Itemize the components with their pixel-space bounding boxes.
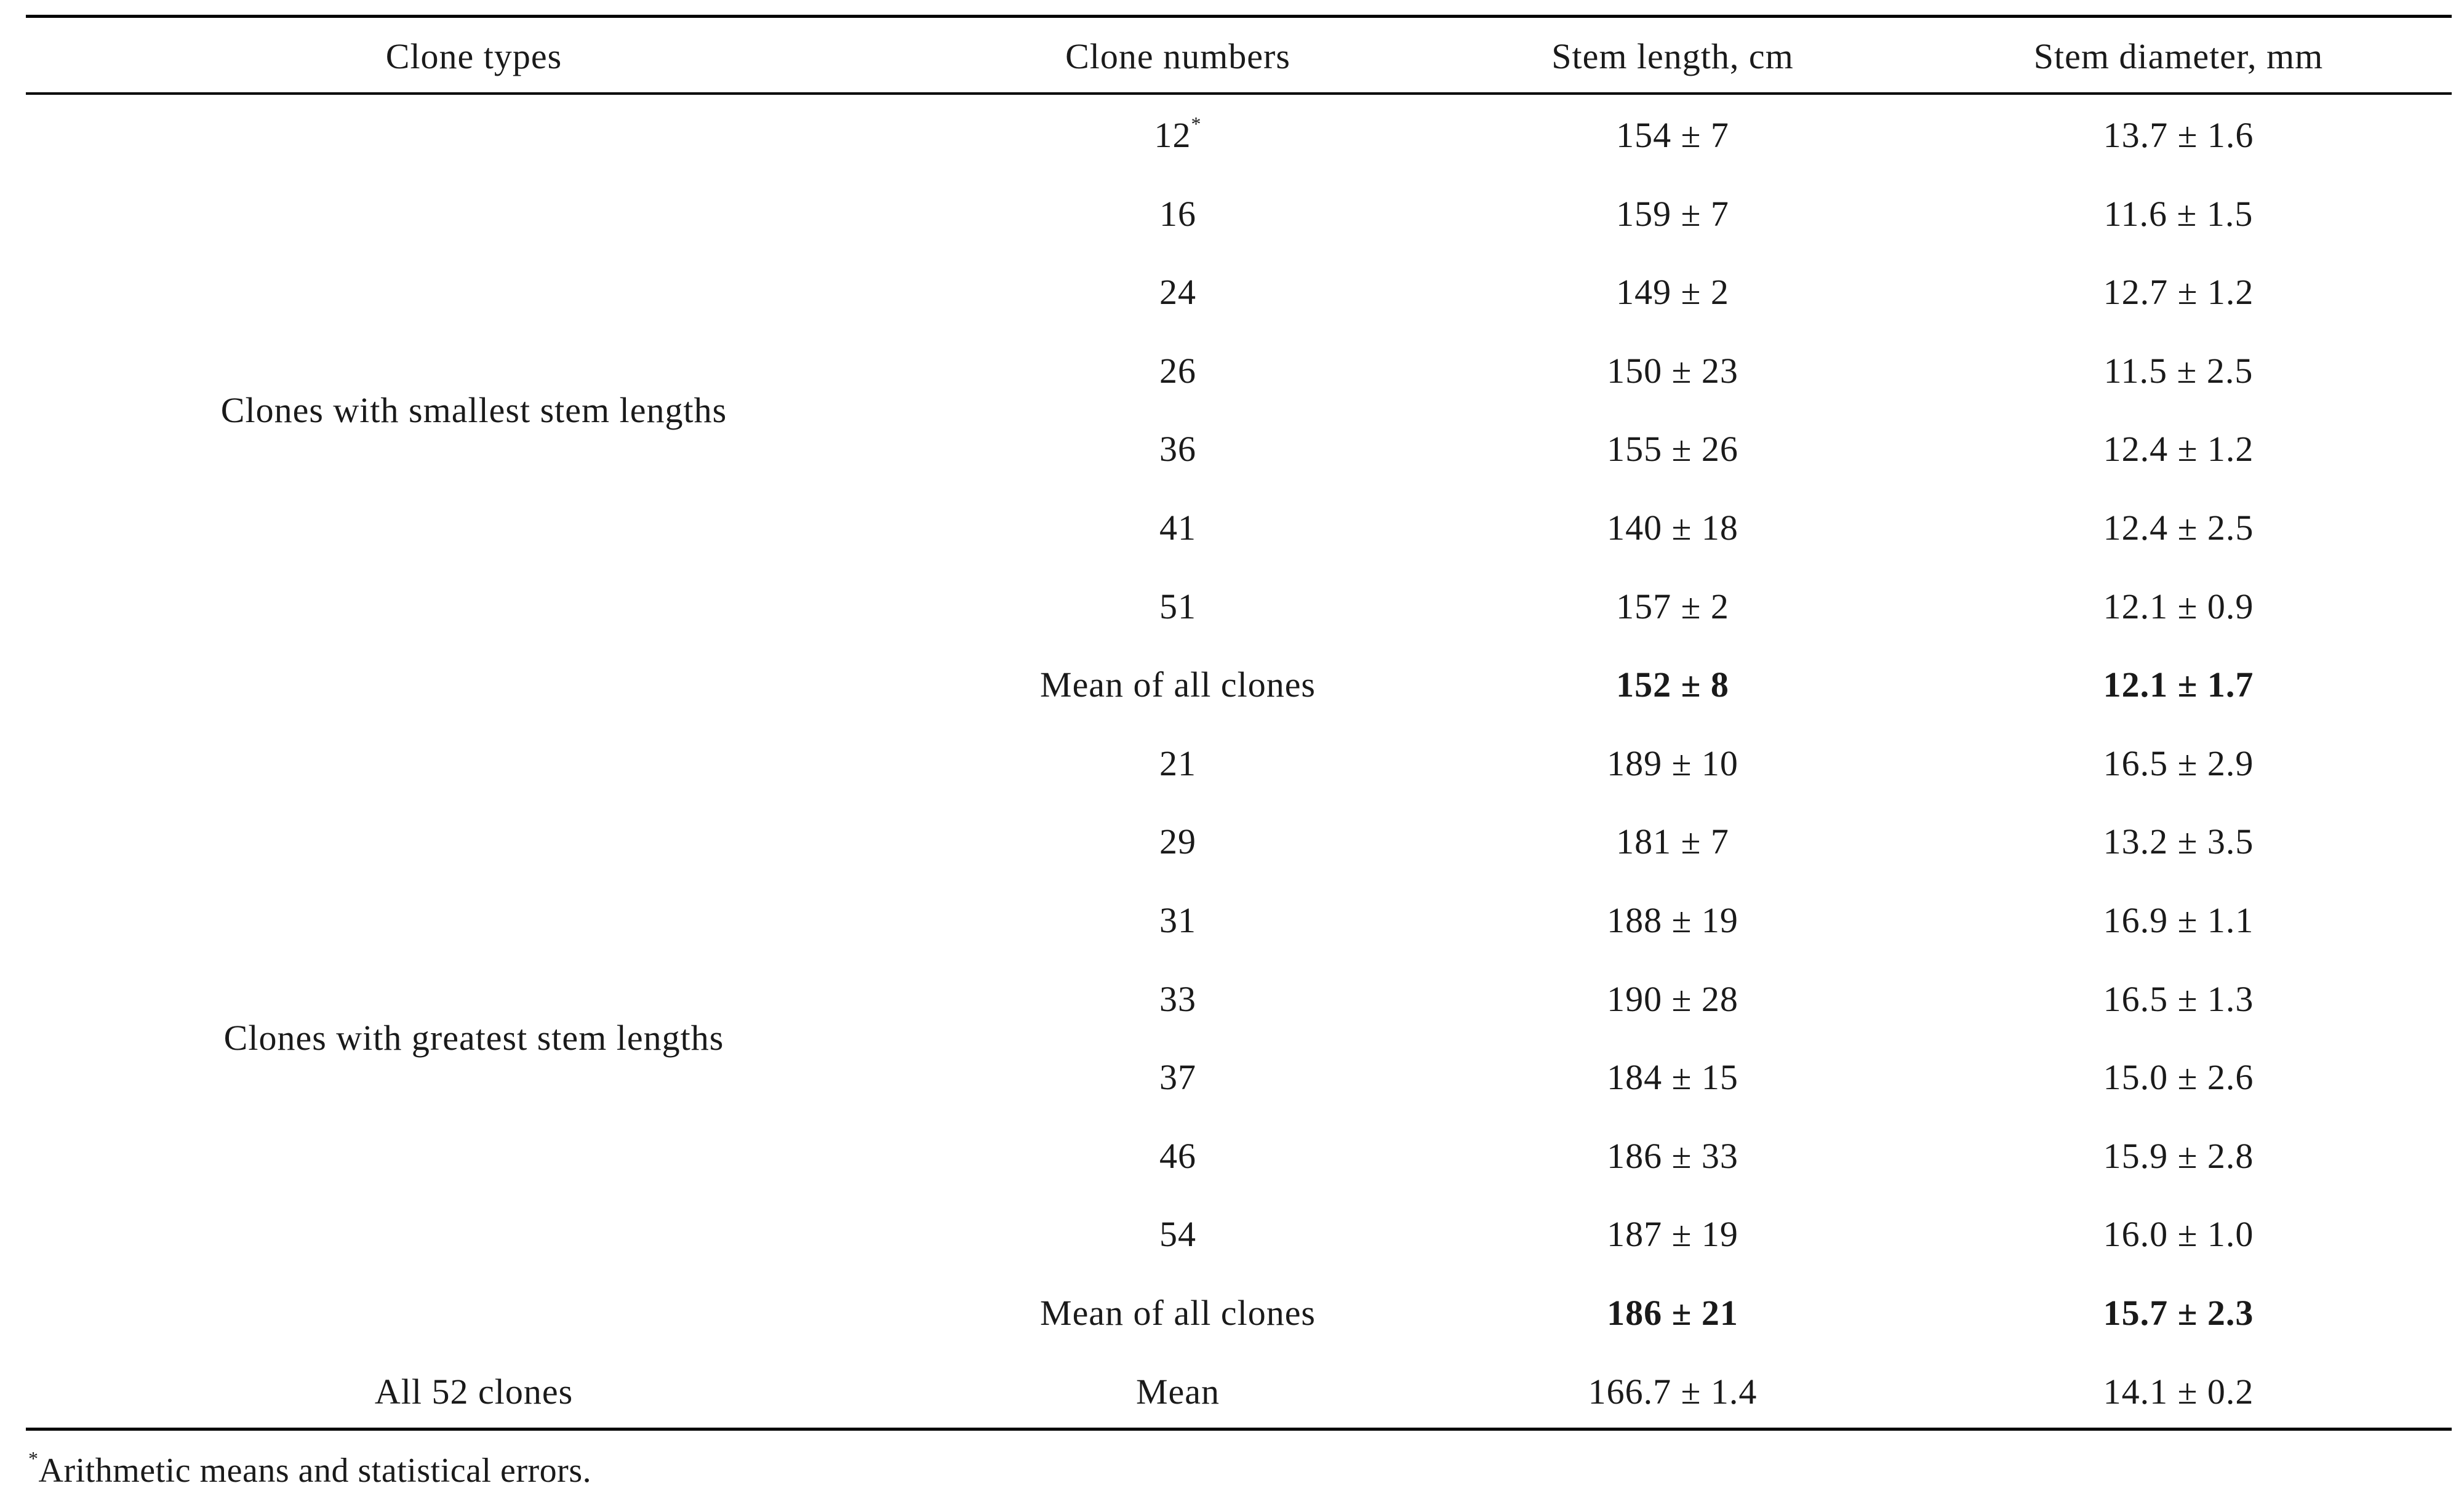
stem-length-cell: 157 ± 2	[1616, 586, 1729, 626]
stem-diameter-cell: 12.1 ± 0.9	[2103, 586, 2254, 626]
clone-number-text: 12	[1154, 115, 1191, 155]
header-clone-numbers: Clone numbers	[1065, 36, 1290, 76]
stem-length-cell: 190 ± 28	[1607, 978, 1738, 1019]
clone-number-cell	[1154, 113, 1202, 155]
clone-number-cell: 41	[1159, 508, 1196, 548]
clone-number-cell: 37	[1159, 1057, 1196, 1098]
table-header-rule	[26, 92, 2452, 95]
clone-number-cell: 26	[1159, 350, 1196, 391]
stem-diameter-cell: 11.6 ± 1.5	[2103, 193, 2254, 234]
stem-diameter-cell: 16.5 ± 1.3	[2103, 978, 2254, 1019]
group-mean-stem-length: 186 ± 21	[1607, 1293, 1738, 1333]
stem-diameter-cell: 16.9 ± 1.1	[2103, 900, 2254, 940]
group-mean-stem-diameter: 15.7 ± 2.3	[2103, 1293, 2254, 1333]
clone-number-cell: 24	[1159, 272, 1196, 313]
stem-length-cell: 186 ± 33	[1607, 1135, 1738, 1176]
clone-number-cell: 16	[1159, 193, 1196, 234]
clone-number-cell: 31	[1159, 900, 1196, 940]
clone-number-cell: 54	[1159, 1214, 1196, 1255]
header-stem-length: Stem length, cm	[1551, 36, 1794, 76]
stem-diameter-cell: 15.9 ± 2.8	[2103, 1135, 2254, 1176]
stem-length-cell: 140 ± 18	[1607, 508, 1738, 548]
group-mean-label: Mean of all clones	[1039, 1293, 1316, 1333]
clone-type-label: Clones with smallest stem lengths	[220, 390, 727, 430]
footnote-marker: *	[1191, 113, 1202, 135]
clone-number-cell: 29	[1159, 821, 1196, 862]
header-clone-types: Clone types	[385, 36, 562, 76]
stem-length-cell: 159 ± 7	[1616, 193, 1729, 234]
stem-length-cell: 188 ± 19	[1607, 900, 1738, 940]
stem-diameter-cell: 16.0 ± 1.0	[2103, 1214, 2254, 1255]
stem-length-cell: 155 ± 26	[1607, 429, 1738, 470]
clone-type-label: Clones with greatest stem lengths	[223, 1018, 724, 1058]
stem-length-cell: 187 ± 19	[1607, 1214, 1738, 1255]
total-clone-type: All 52 clones	[374, 1371, 574, 1412]
stem-diameter-cell: 12.4 ± 2.5	[2103, 508, 2254, 548]
clone-number-cell: 33	[1159, 978, 1196, 1019]
stem-length-cell: 189 ± 10	[1607, 743, 1738, 783]
stem-diameter-cell: 12.7 ± 1.2	[2103, 272, 2254, 313]
stem-diameter-cell: 16.5 ± 2.9	[2103, 743, 2254, 783]
group-mean-stem-diameter: 12.1 ± 1.7	[2103, 665, 2254, 705]
footnote-marker: *	[28, 1447, 39, 1469]
stem-diameter-cell: 15.0 ± 2.6	[2103, 1057, 2254, 1098]
stem-length-cell: 154 ± 7	[1616, 115, 1729, 155]
clone-number-cell: 46	[1159, 1135, 1196, 1176]
stem-length-cell: 181 ± 7	[1616, 821, 1729, 862]
stem-diameter-cell: 13.2 ± 3.5	[2103, 821, 2254, 862]
table-footnote	[28, 1447, 592, 1490]
total-label: Mean	[1135, 1371, 1220, 1412]
table-bottom-rule	[26, 1428, 2452, 1431]
total-stem-diameter: 14.1 ± 0.2	[2103, 1371, 2254, 1412]
header-stem-diameter: Stem diameter, mm	[2033, 36, 2324, 76]
clone-number-cell: 21	[1159, 743, 1196, 783]
footnote-text: Arithmetic means and statistical errors.	[38, 1452, 592, 1490]
group-mean-label: Mean of all clones	[1039, 665, 1316, 705]
stem-length-cell: 150 ± 23	[1607, 350, 1738, 391]
stem-diameter-cell: 12.4 ± 1.2	[2103, 429, 2254, 470]
clone-number-cell: 51	[1159, 586, 1196, 626]
group-mean-stem-length: 152 ± 8	[1616, 665, 1729, 705]
stem-diameter-cell: 11.5 ± 2.5	[2103, 350, 2254, 391]
clone-number-cell: 36	[1159, 429, 1196, 470]
stem-diameter-cell: 13.7 ± 1.6	[2103, 115, 2254, 155]
total-stem-length: 166.7 ± 1.4	[1588, 1371, 1758, 1412]
stem-length-cell: 184 ± 15	[1607, 1057, 1738, 1098]
table-top-rule	[26, 15, 2452, 18]
stem-length-cell: 149 ± 2	[1616, 272, 1729, 313]
